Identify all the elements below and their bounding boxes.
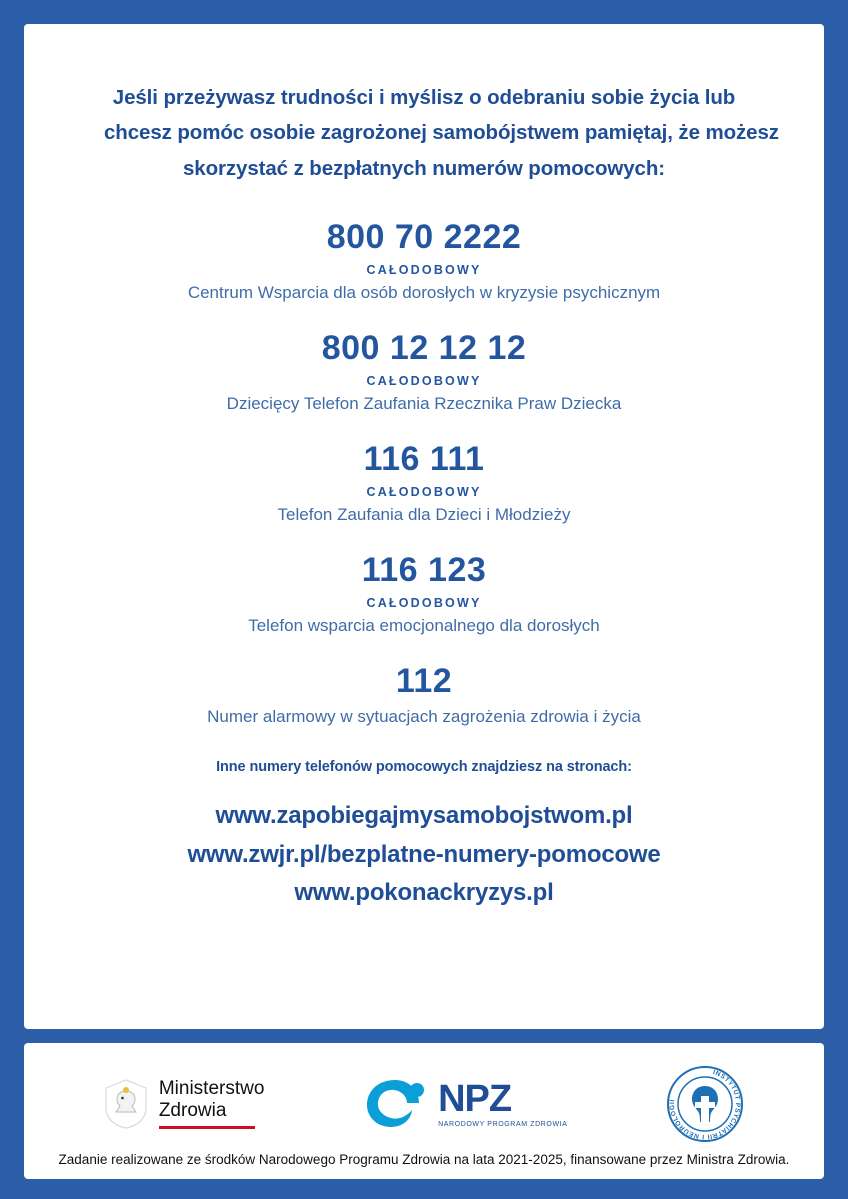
helpline-description: Numer alarmowy w sytuacjach zagrożenia zdrowia i życia (207, 707, 641, 727)
main-content-card (24, 24, 824, 1029)
helpline-item (84, 329, 764, 414)
link-pokonackryzys[interactable]: www.pokonackryzys.pl (294, 879, 554, 906)
npz-full-name: NARODOWY PROGRAM ZDROWIA (438, 1120, 568, 1128)
links-list (187, 797, 660, 912)
helpline-number[interactable]: 112 (395, 662, 453, 701)
helpline-availability: CAŁODOBOWY (366, 262, 482, 277)
ministry-line-2: Zdrowia (158, 1100, 227, 1121)
helpline-number[interactable]: 116 123 (361, 551, 487, 590)
helpline-availability: CAŁODOBOWY (366, 596, 482, 611)
helpline-description: Telefon wsparcia emocjonalnego dla dorosłych (248, 616, 600, 636)
helpline-item (84, 551, 764, 636)
helpline-item (84, 440, 764, 525)
npz-swoosh-icon (362, 1076, 428, 1132)
funding-note: Zadanie realizowane ze środków Narodowego Programu Zdrowia na lata 2021-2025, finansowane przez Ministra Zdrowia. (58, 1152, 790, 1167)
polish-eagle-icon (103, 1078, 149, 1130)
intro-line-1: Jeśli przeżywasz trudności i myślisz o odebraniu sobie życia lub (112, 86, 736, 109)
footer-card (24, 1043, 824, 1179)
links-heading: Inne numery telefonów pomocowych znajdziesz na stronach: (216, 759, 632, 776)
logo-row (54, 1055, 794, 1152)
ministry-line-1: Ministerstwo (158, 1078, 265, 1100)
ministry-of-health-logo (103, 1078, 265, 1130)
institute-seal-icon (665, 1064, 745, 1144)
link-zwjr-bezplatne-numery-pomocowe[interactable]: www.zwjr.pl/bezplatne-numery-pomocowe (187, 840, 661, 868)
link-zapobiegajmysamobojstwom[interactable]: www.zapobiegajmysamobojstwom.pl (215, 802, 633, 830)
helpline-description: Centrum Wsparcia dla osób dorosłych w kryzysie psychicznym (187, 282, 661, 302)
intro-headline (104, 80, 779, 186)
helpline-number[interactable]: 800 70 2222 (326, 217, 522, 256)
helpline-number[interactable]: 800 12 12 12 (321, 328, 527, 367)
ministry-of-health-label (159, 1078, 265, 1129)
helpline-list (84, 218, 764, 733)
helpline-number[interactable]: 116 111 (363, 439, 485, 478)
helpline-availability: CAŁODOBOWY (366, 485, 482, 500)
npz-abbreviation: NPZ (438, 1077, 512, 1120)
svg-text:INSTYTUT PSYCHIATRII I NEUROLO: INSTYTUT PSYCHIATRII I NEUROLOGII (668, 1068, 742, 1140)
helpline-item (84, 662, 764, 727)
helpline-description: Dziecięcy Telefon Zaufania Rzecznika Praw Dziecka (226, 393, 622, 413)
helpline-description: Telefon Zaufania dla Dzieci i Młodzieży (277, 505, 571, 525)
npz-logo (362, 1076, 567, 1132)
helpline-availability: CAŁODOBOWY (366, 373, 482, 388)
intro-line-2: chcesz pomóc osobie zagrożonej samobójstwem pamiętaj, że możesz (104, 121, 779, 145)
npz-label (438, 1077, 568, 1128)
ipin-logo (665, 1064, 745, 1144)
helpline-item (84, 218, 764, 303)
intro-line-3: skorzystać z bezpłatnych numerów pomocowych: (182, 156, 665, 180)
red-underline (159, 1126, 255, 1129)
